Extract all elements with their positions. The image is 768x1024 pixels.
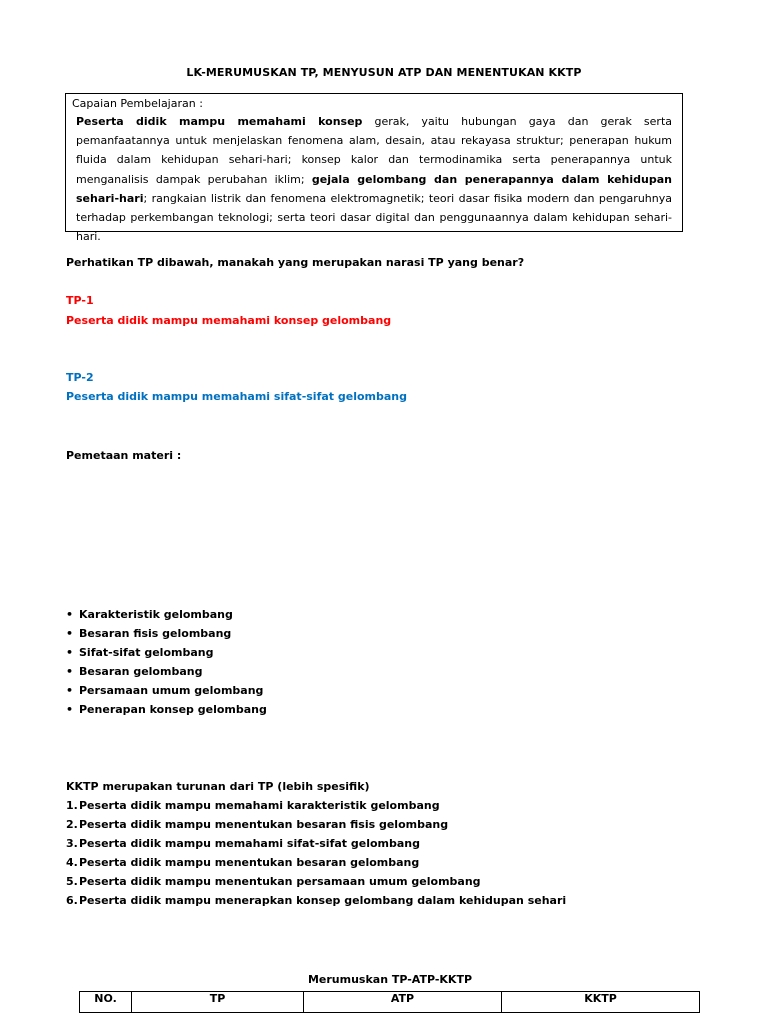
tp-atp-kktp-table [79,991,700,1013]
list-item: • Besaran fisis gelombang [66,624,267,643]
kktp-intro: KKTP merupakan turunan dari TP (lebih spesifik) [66,780,370,793]
list-item: • Penerapan konsep gelombang [66,700,267,719]
list-item: • Sifat-sifat gelombang [66,643,267,662]
bullet-icon: • [66,627,74,640]
capaian-label: Capaian Pembelajaran : [72,97,203,110]
column-header-no: NO. [80,992,132,1013]
bullet-icon: • [66,684,74,697]
capaian-text-1: gerak, yaitu hubungan gaya dan gerak serta pemanfaatannya untuk menjelaskan fenomena alam, desain, atau rekayasa struktur; penerapan hukum fluida dalam kehidupan sehari-hari; konsep kalor dan termodinamika serta penerapannya untuk menganalisis dampak perubahan iklim; [76,115,672,186]
list-item: 2. Peserta didik mampu menentukan besaran fisis gelombang [66,818,449,831]
table-header-row [80,992,700,1013]
capaian-bold-2: gejala gelombang dan penerapannya dalam kehidupan sehari-hari [76,172,672,205]
bullet-icon: • [66,665,74,678]
capaian-bold-1: Peserta didik mampu memahami konsep [76,115,363,128]
materi-list [66,605,267,719]
pemetaan-materi-label: Pemetaan materi : [66,449,182,462]
tp2-code: TP-2 [66,371,94,384]
list-item: 4. Peserta didik mampu menentukan besaran gelombang [66,856,420,869]
column-header-kktp: KKTP [502,992,700,1013]
capaian-text [76,112,672,246]
question-text: Perhatikan TP dibawah, manakah yang merupakan narasi TP yang benar? [66,256,525,269]
document-title: LK-MERUMUSKAN TP, MENYUSUN ATP DAN MENENTUKAN KKTP [186,66,582,79]
bullet-icon: • [66,608,74,621]
list-item: 3. Peserta didik mampu memahami sifat-sifat gelombang [66,837,420,850]
kktp-list [66,796,566,910]
list-item: 6. Peserta didik mampu menerapkan konsep gelombang dalam kehidupan sehari [66,894,567,907]
list-item: • Besaran gelombang [66,662,267,681]
capaian-text-2: ; rangkaian listrik dan fenomena elektromagnetik; teori dasar fisika modern dan pengaruhnya terhadap perkembangan teknologi; serta teori dasar digital dan penggunaannya dalam kehidupan sehari-hari. [76,191,672,244]
bullet-icon: • [66,646,74,659]
bullet-icon: • [66,703,74,716]
tp2-text: Peserta didik mampu memahami sifat-sifat gelombang [66,390,407,403]
capaian-pembelajaran-box [65,93,683,244]
list-item: 5. Peserta didik mampu menentukan persamaan umum gelombang [66,875,481,888]
list-item: 1. Peserta didik mampu memahami karakteristik gelombang [66,799,440,812]
tp1-code: TP-1 [66,294,94,307]
list-item: • Persamaan umum gelombang [66,681,267,700]
table-title: Merumuskan TP-ATP-KKTP [307,973,473,986]
column-header-atp: ATP [304,992,502,1013]
column-header-tp: TP [132,992,304,1013]
tp1-text: Peserta didik mampu memahami konsep gelombang [66,314,392,327]
list-item: • Karakteristik gelombang [66,605,267,624]
